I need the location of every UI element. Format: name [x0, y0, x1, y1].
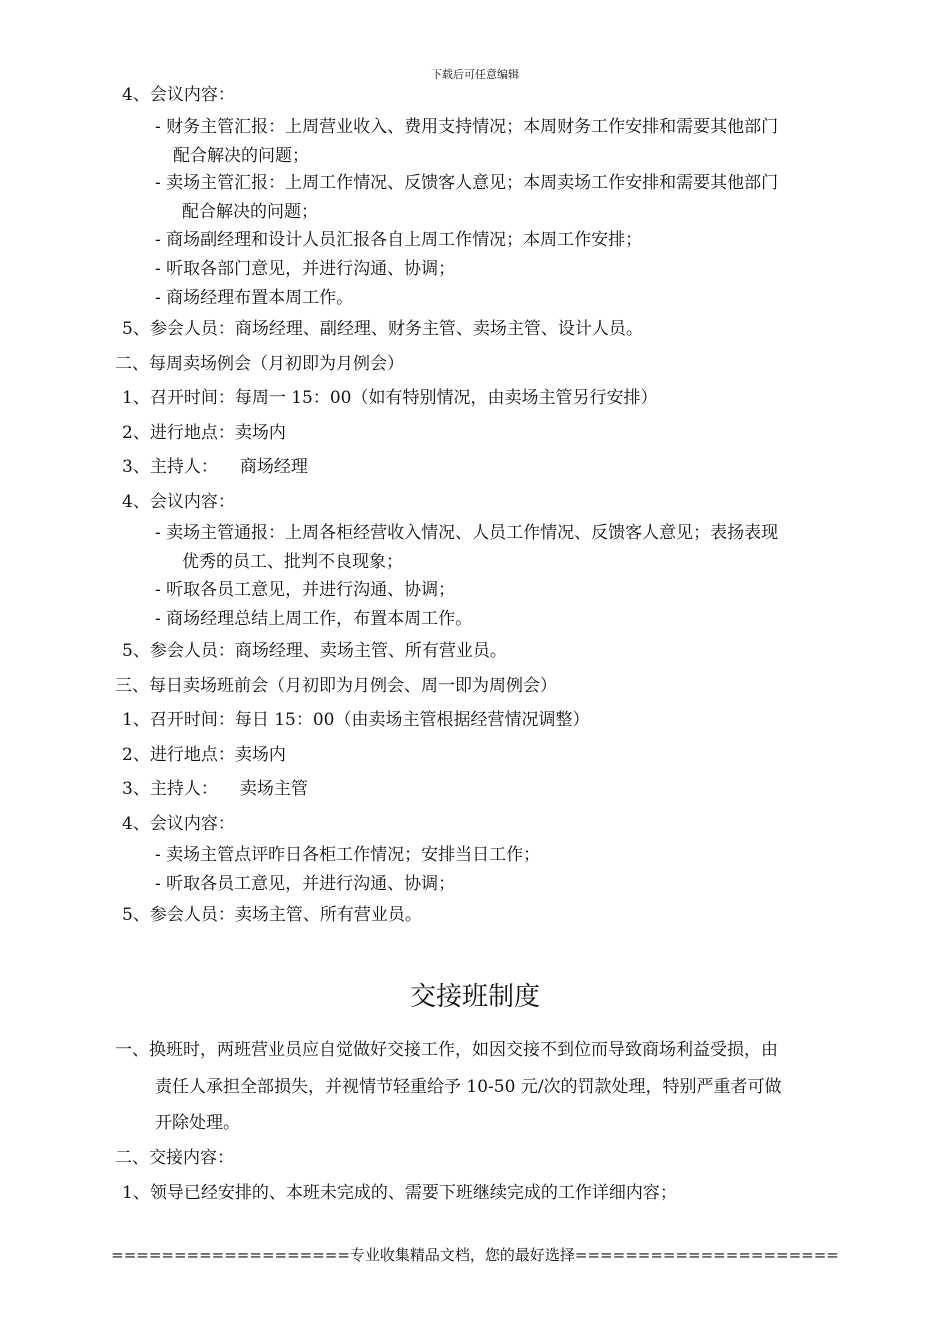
- b-item3-label: 3、主持人：: [122, 457, 218, 477]
- a-item5: 5、参会人员：商场经理、副经理、财务主管、卖场主管、设计人员。: [122, 319, 643, 339]
- d-p2-item1: 1、领导已经安排的、本班未完成的、需要下班继续完成的工作详细内容；: [122, 1183, 677, 1203]
- c-item4: 4、会议内容：: [122, 814, 235, 834]
- a-bullet-4: - 听取各部门意见，并进行沟通、协调；: [155, 259, 456, 279]
- c-item3: [122, 778, 308, 800]
- b-bullet-3: - 商场经理总结上周工作，布置本周工作。: [155, 609, 473, 629]
- a-bullet-1: - 财务主管汇报：上周营业收入、费用支持情况；本周财务工作安排和需要其他部门: [155, 117, 779, 137]
- a-bullet-2: - 卖场主管汇报：上周工作情况、反馈客人意见；本周卖场工作安排和需要其他部门: [155, 173, 779, 193]
- b-item3: [122, 456, 308, 478]
- a-bullet-1-cont: 配合解决的问题；: [173, 146, 309, 166]
- d-p1-line2: 责任人承担全部损失，并视情节轻重给予 10-50 元/次的罚款处理，特别严重者可做: [155, 1077, 782, 1097]
- c-item3-value: 卖场主管: [239, 779, 308, 799]
- section-title: 交接班制度: [409, 982, 540, 1012]
- d-p2: 二、交接内容：: [115, 1148, 234, 1168]
- c-item2: 2、进行地点：卖场内: [122, 745, 286, 765]
- page-footer: ===================专业收集精品文档，您的最好选择=====================: [111, 1246, 839, 1264]
- b-item4: 4、会议内容：: [122, 492, 235, 512]
- c-item5: 5、参会人员：卖场主管、所有营业员。: [122, 905, 422, 925]
- b-bullet-2: - 听取各员工意见，并进行沟通、协调；: [155, 580, 456, 600]
- a-bullet-2-cont: 配合解决的问题；: [182, 202, 318, 222]
- a-bullet-5: - 商场经理布置本周工作。: [155, 288, 354, 308]
- b-item3-value: 商场经理: [239, 457, 308, 477]
- c-heading: 三、每日卖场班前会（月初即为月例会、周一即为周例会）: [115, 676, 557, 696]
- c-item1: 1、召开时间：每日 15：00（由卖场主管根据经营情况调整）: [122, 710, 590, 730]
- d-p1-line1: 一、换班时，两班营业员应自觉做好交接工作，如因交接不到位而导致商场利益受损，由: [115, 1040, 778, 1060]
- b-item1: 1、召开时间：每周一 15：00（如有特别情况，由卖场主管另行安排）: [122, 388, 658, 408]
- a-item4: 4、会议内容：: [122, 85, 235, 105]
- c-item3-label: 3、主持人：: [122, 779, 218, 799]
- c-bullet-2: - 听取各员工意见，并进行沟通、协调；: [155, 874, 456, 894]
- d-p1-line3: 开除处理。: [155, 1113, 240, 1133]
- b-item5: 5、参会人员：商场经理、卖场主管、所有营业员。: [122, 641, 507, 661]
- b-bullet-1-cont: 优秀的员工、批判不良现象；: [182, 552, 403, 572]
- page-header: 下载后可任意编辑: [431, 68, 519, 81]
- b-heading: 二、每周卖场例会（月初即为月例会）: [115, 354, 404, 374]
- a-bullet-3: - 商场副经理和设计人员汇报各自上周工作情况；本周工作安排；: [155, 230, 643, 250]
- b-item2: 2、进行地点：卖场内: [122, 423, 286, 443]
- c-bullet-1: - 卖场主管点评昨日各柜工作情况；安排当日工作；: [155, 845, 541, 865]
- b-bullet-1: - 卖场主管通报：上周各柜经营收入情况、人员工作情况、反馈客人意见；表扬表现: [155, 523, 779, 543]
